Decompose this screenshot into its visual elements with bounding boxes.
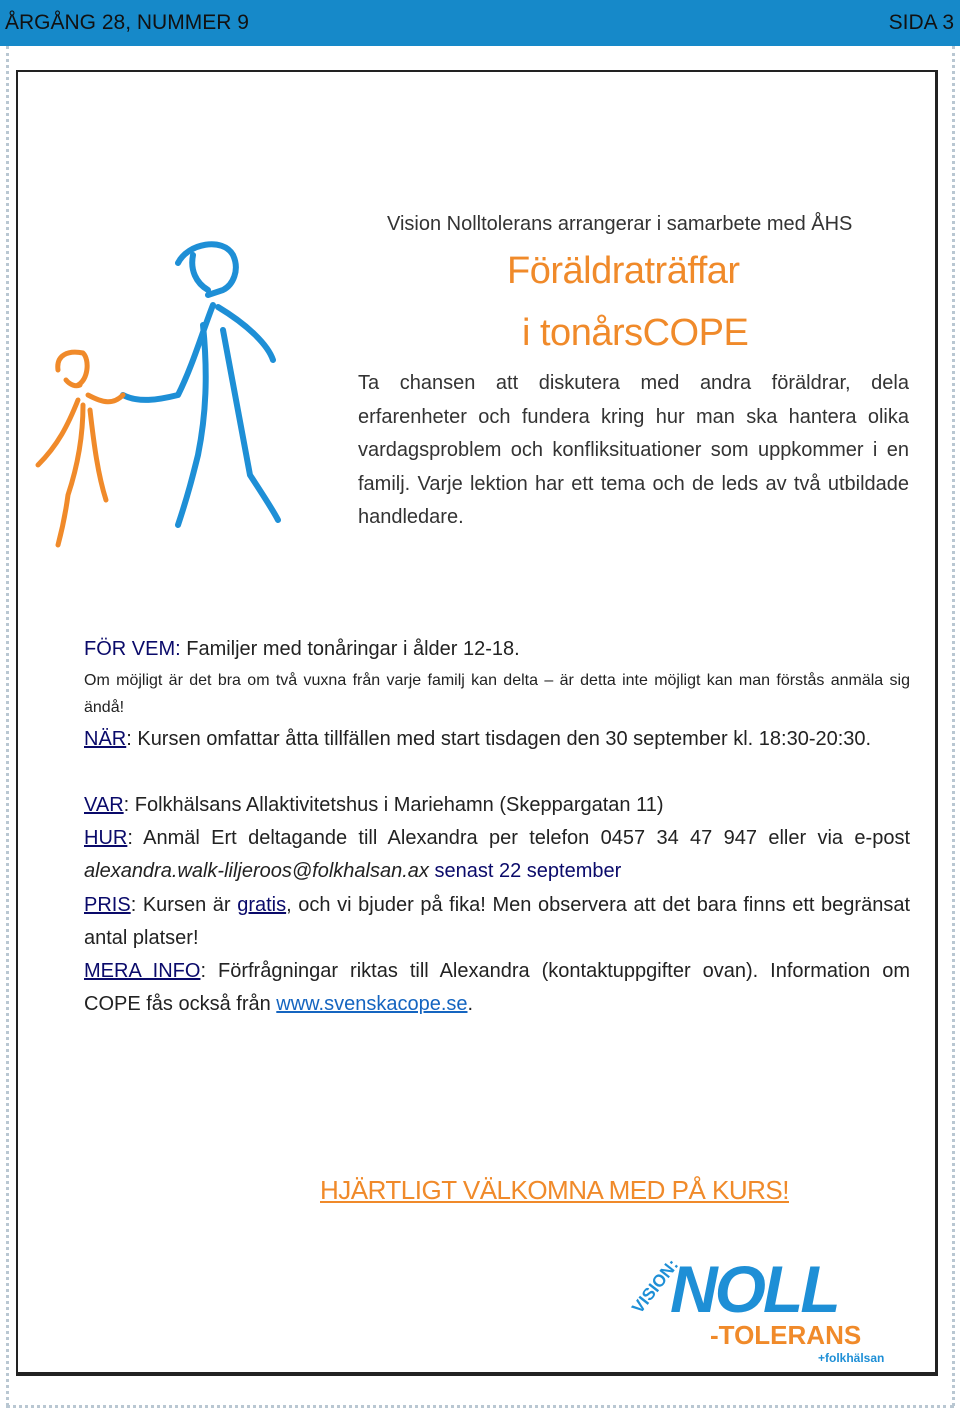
var-text: : Folkhälsans Allaktivitetshus i Mariehamn (Skeppargatan 11) xyxy=(123,794,664,816)
child-figure-icon xyxy=(38,352,123,545)
nar-label: NÄR xyxy=(84,728,127,750)
pris-text-after: , och vi bjuder på fika! Men observera att det bara finns ett begränsat antal platser! xyxy=(84,894,910,949)
mera-info-label: MERA INFO xyxy=(84,960,201,982)
gratis-text: gratis xyxy=(237,894,287,916)
for-vem-label: FÖR VEM: xyxy=(84,638,181,660)
pris-text-before: : Kursen är xyxy=(130,894,238,916)
adult-figure-icon xyxy=(123,244,278,525)
email-address[interactable]: alexandra.walk-liljeroos@folkhalsan.ax xyxy=(84,860,429,882)
welcome-text: HJÄRTLIGT VÄLKOMNA MED PÅ KURS! xyxy=(320,1175,789,1205)
description: Ta chansen att diskutera med andra föräldrar, dela erfarenheter och fundera kring hur man ska hantera olika vardagsproblem och konfliksituationer som uppkommer i en familj. Varje lektion har ett tema och de leds av två utbildade handledare. xyxy=(358,372,909,528)
dotted-border-left xyxy=(6,46,9,1406)
logo-noll-text: NOLL xyxy=(670,1252,838,1326)
nar-text: : Kursen omfattar åtta tillfällen med start tisdagen den 30 september kl. 18:30-20:30. xyxy=(126,728,872,750)
intro-text: Vision Nolltolerans arrangerar i samarbete med ÅHS xyxy=(387,213,853,235)
var-line xyxy=(84,789,910,822)
nolltolerans-logo xyxy=(618,1232,930,1368)
page-header xyxy=(0,0,960,46)
mera-info-line xyxy=(84,955,910,1021)
hur-label: HUR xyxy=(84,827,128,849)
var-label: VAR xyxy=(84,794,124,816)
dotted-border-right xyxy=(952,46,955,1406)
logo-vision-text: VISION: xyxy=(628,1255,683,1318)
page-number: SIDA 3 xyxy=(888,11,954,34)
mera-info-end: . xyxy=(467,993,474,1015)
pris-line xyxy=(84,889,910,955)
hur-line xyxy=(84,822,910,888)
deadline-text: senast 22 september xyxy=(428,860,622,882)
parent-child-illustration xyxy=(28,235,318,555)
title-line-2: i tonårsCOPE xyxy=(522,312,749,354)
title-line-1: Föräldraträffar xyxy=(507,250,740,292)
dotted-border-bottom xyxy=(6,1405,954,1408)
pris-label: PRIS xyxy=(84,894,131,916)
for-vem-line xyxy=(84,633,910,666)
cope-website-link[interactable]: www.svenskacope.se xyxy=(276,993,468,1015)
nar-line xyxy=(84,723,910,756)
logo-tolerans-text: -TOLERANS xyxy=(710,1320,862,1350)
issue-label: ÅRGÅNG 28, NUMMER 9 xyxy=(5,11,249,34)
logo-folkhalsan-text: +folkhälsan xyxy=(818,1351,885,1365)
hur-text: : Anmäl Ert deltagande till Alexandra per telefon 0457 34 47 947 eller via e-post xyxy=(127,827,910,849)
for-vem-text: Familjer med tonåringar i ålder 12-18. xyxy=(180,638,520,660)
note-text: Om möjligt är det bra om två vuxna från varje familj kan delta – är detta inte möjligt kan man förstås anmäla sig ändå! xyxy=(84,672,910,716)
mera-info-text: : Förfrågningar riktas till Alexandra (kontaktuppgifter ovan). Information om COPE fås också från xyxy=(84,960,910,1015)
